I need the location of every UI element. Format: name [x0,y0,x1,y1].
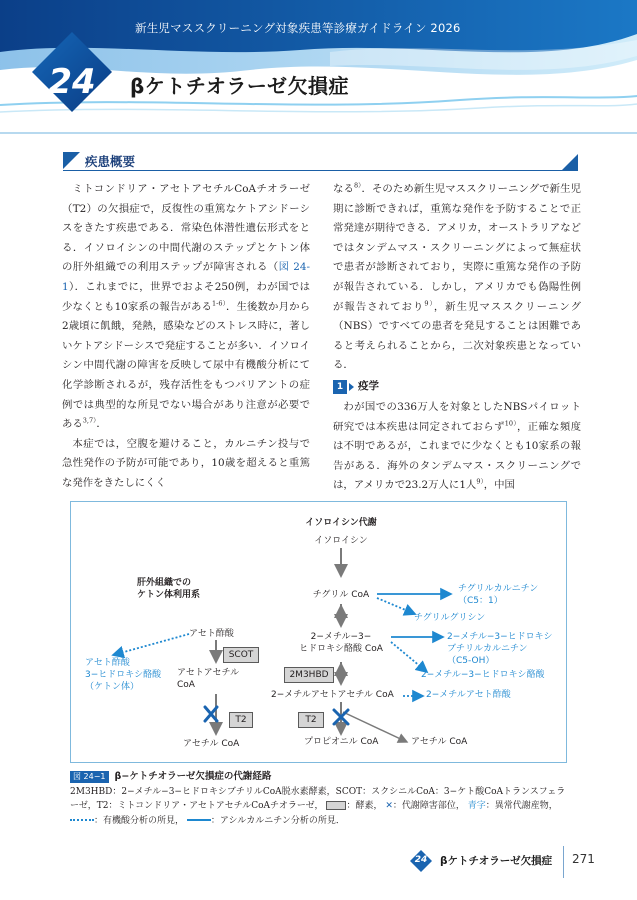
acetoacetyl-coa-label-2: CoA [177,680,195,690]
text-run: ．そのため新生児マススクリーニングで新生児期に診断できれば，重篤な発作を予防することで正常発達が期待できる．アメリカ，オーストラリアなどではタンデムマス・スクリーニングによって無症状で患者が診断されており，実際に重篤な発作の予防が報告されている．しかし，アメリカでも偽陽性例が報告されており [333,183,582,313]
enzyme-t2-left-box: T2 [229,712,253,728]
chapter-number: 24 [48,62,96,102]
heading-right-triangle [561,154,578,171]
ketone-bodies-label-2: 3−ヒドロキシ酪酸 [85,670,162,680]
caption-text: ：異常代謝産物， [485,801,558,811]
citation: 9） [424,299,434,308]
enzyme-swatch-icon [326,801,346,810]
mhb-carnitine-label-2: ブチリルカルニチン [447,644,528,654]
isoleucine-metabolism-label: イソロイシン代謝 [305,518,377,528]
section-heading [63,152,578,171]
page-header [0,0,637,138]
ketone-bodies-label-3: （ケトン体） [85,682,140,692]
block-x-icon [205,707,348,724]
arrow-icon [349,383,354,391]
isoleucine-label: イソロイシン [314,536,368,546]
footer-divider [563,846,564,878]
caption-blue-text: 青字 [467,801,486,811]
citation: 1-6） [212,299,226,308]
caption-text: ：アシルカルニチン分析の所見． [210,815,345,826]
enzyme-2m3hbd-box: 2M3HBD [284,667,334,683]
text-run: ）．これまでに，世界でおよそ250例，わが国では少なくとも10家系の報告がある [62,280,310,313]
c5oh-label: （C5-OH） [447,656,495,666]
paragraph [333,180,581,376]
citation: 3,7） [82,416,97,425]
ketone-bodies-label-1: アセト酢酸 [85,658,130,668]
citation: 8） [353,181,362,190]
text-column-left [62,180,310,494]
acetyl-coa-left-label: アセチル CoA [183,739,240,749]
figure-title: β−ケトチオラーゼ欠損症の代謝経路 [114,771,272,782]
text-run: ，正確な頻度は不明であるが，これまでに少なくとも10家系の報告がある．海外のタンデムマス・スクリーニングでは，アメリカで23.2万人に1人 [333,420,582,492]
text-run: ，中国 [483,479,515,492]
heading-left-triangle [63,152,80,169]
caption-text: ：酵素， [346,801,383,811]
figure-caption [70,770,567,828]
citation: 9） [476,477,484,486]
text-column-right [333,180,581,496]
subsection-heading [333,378,581,396]
tiglylglycine-label: チグリルグリシン [414,613,486,623]
page-number: 271 [572,852,595,866]
guideline-title: 新生児マススクリーニング対象疾患等診療ガイドライン 2026 [135,21,461,35]
figure-number: 図 24−1 [70,771,109,783]
enzyme-t2-right-box: T2 [298,712,324,728]
caption-legend [70,785,567,829]
caption-text: 2M3HBD：2−メチル−3−ヒドロキシブチリルCoA脱水素酵素，SCOT：スクシニルCoA：3−ケト酸CoAトランスフェラーゼ，T2：ミトコンドリア・アセトアセチルCoAチオラーゼ， [70,786,566,811]
acetyl-coa-right-label: アセチル CoA [411,737,468,747]
mhb-carnitine-label-1: 2−メチル−3−ヒドロキシ [447,632,553,642]
figure-reference-link[interactable]: 図 24-1 [62,261,310,293]
methylacetoacetate-label: 2−メチルアセト酢酸 [426,690,511,700]
acetoacetate-label: アセト酢酸 [189,629,234,639]
text-run: わが国での336万人を対象としたNBSパイロット研究では本疾患は同定されておらず [333,400,581,433]
subsection-title: 疫学 [358,380,379,393]
text-run: ミトコンドリア・アセトアセチルCoAチオラーゼ（T2）の欠損症で，反復性の重篤なケトアシドーシスをきたす疾患である．常染色体潜性遺伝形式をとる．イソロイシンの中間代謝のステップとケトン体の肝外組織での利用ステップが障害される（ [62,183,310,274]
caption-text: ：有機酸分析の所見， [94,815,185,826]
c51-label: （C5：1） [458,596,503,606]
footer-chapter-title: βケトチオラーゼ欠損症 [440,855,553,867]
paragraph [62,180,310,435]
tigloyl-coa-label: チグリル CoA [312,590,370,600]
text-run: ． [96,418,107,431]
text-run: ，新生児マススクリーニング（NBS）ですべての患者を発見することは困難であると考えられることから，二次対象疾患となっている． [333,300,582,372]
mhb-coa-label-2: ヒドロキシ酪酸 CoA [299,644,383,654]
solid-arrow-icon [187,819,211,821]
block-x-legend-icon: ✕ [385,801,393,811]
citation: 10） [504,419,517,428]
chapter-title: βケトチオラーゼ欠損症 [130,74,350,98]
propionyl-coa-label: プロピオニル CoA [304,737,379,747]
mhb-acid-label: 2−メチル−3−ヒドロキシ酪酸 [421,670,545,680]
ketone-system-label-2: ケトン体利用系 [137,590,201,600]
tiglylcarnitine-label: チグリルカルニチン [458,584,539,594]
paragraph [333,398,581,496]
paragraph: 本症では，空腹を避けること，カルニチン投与で急性発作の予防が可能であり，10歳を超えると重篤な発作をきたしにくく [62,437,310,489]
mhb-coa-label-1: 2−メチル−3− [310,632,372,642]
enzyme-scot-box: SCOT [223,647,259,663]
ketone-system-label-1: 肝外組織での [137,578,192,588]
subsection-number: 1 [333,380,347,394]
text-run: ．生後数か月から2歳頃に飢餓，発熱，感染などのストレス時に，著しいケトアシドーシスで発症することが多い．イソロイシン中間代謝の障害を反映して尿中有機酸分析にて化学診断されるが，残存活性をもつバリアントの症例では典型的な所見でない場合があり注意が必要である [62,300,310,431]
text-run: なる [333,183,354,195]
footer-chapter-number: 24 [414,855,428,865]
dotted-arrow-icon [70,819,94,821]
caption-text: ：代謝障害部位， [392,801,465,811]
section-title: 疾患概要 [85,154,136,169]
acetoacetyl-coa-label-1: アセトアセチル [177,668,240,678]
methylacetoacetyl-coa-label: 2−メチルアセトアセチル CoA [271,690,394,700]
metabolic-pathway-figure [70,501,567,763]
